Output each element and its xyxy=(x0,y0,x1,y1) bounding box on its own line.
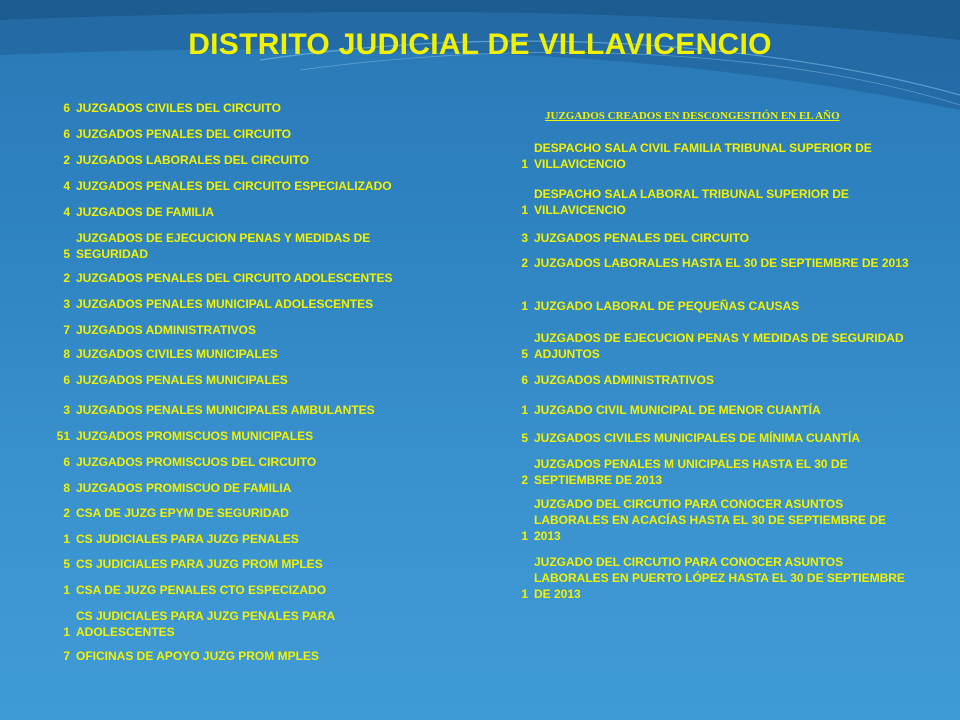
item-label: JUZGADOS DE EJECUCION PENAS Y MEDIDAS DE SEGURIDAD ADJUNTOS xyxy=(534,331,904,361)
item-count: 6 xyxy=(63,101,70,115)
list-item xyxy=(0,456,914,488)
item-label: CS JUDICIALES PARA JUZG PROM MPLES xyxy=(76,557,323,571)
item-label: JUZGADO DEL CIRCUTIO PARA CONOCER ASUNTOS LABORALES EN ACACÍAS HASTA EL 30 DE SEPTIEMBRE DE 2013 xyxy=(534,497,887,543)
item-label: JUZGADOS LABORALES DEL CIRCUITO xyxy=(76,153,309,167)
item-count: 3 xyxy=(521,231,528,245)
item-label: JUZGADO DEL CIRCUTIO PARA CONOCER ASUNTOS LABORALES EN PUERTO LÓPEZ HASTA EL 30 DE SEPTIEMBRE DE 2013 xyxy=(534,555,905,601)
item-label: OFICINAS DE APOYO JUZG PROM MPLES xyxy=(76,649,319,663)
item-count: 1 xyxy=(63,583,70,597)
item-count: 8 xyxy=(63,481,70,495)
item-count: 3 xyxy=(63,403,70,417)
list-item xyxy=(0,648,426,664)
item-count: 2 xyxy=(63,153,70,167)
item-label: DESPACHO SALA LABORAL TRIBUNAL SUPERIOR DE VILLAVICENCIO xyxy=(534,187,849,217)
item-label: JUZGADOS PENALES MUNICIPALES xyxy=(76,373,288,387)
item-label: JUZGADOS CIVILES DEL CIRCUITO xyxy=(76,101,281,115)
list-item xyxy=(0,430,914,446)
list-item xyxy=(0,496,914,544)
item-count: 6 xyxy=(63,127,70,141)
item-count: 8 xyxy=(63,347,70,361)
item-label: JUZGADOS LABORALES HASTA EL 30 DE SEPTIEMBRE DE 2013 xyxy=(534,256,909,270)
item-count: 51 xyxy=(56,429,70,443)
item-label: JUZGADOS CIVILES MUNICIPALES DE MÍNIMA CUANTÍA xyxy=(534,431,861,445)
right-list-header: JUZGADOS CREADOS EN DESCONGESTIÓN EN EL AÑO xyxy=(545,110,840,122)
list-item xyxy=(0,140,914,172)
item-label: JUZGADOS PENALES MUNICIPALES AMBULANTES xyxy=(76,403,375,417)
item-count: 2 xyxy=(63,271,70,285)
item-label: JUZGADO CIVIL MUNICIPAL DE MENOR CUANTÍA xyxy=(534,403,821,417)
item-label: CSA DE JUZG EPYM DE SEGURIDAD xyxy=(76,506,289,520)
item-count: 7 xyxy=(63,323,70,337)
item-label: JUZGADOS ADMINISTRATIVOS xyxy=(534,373,715,387)
item-label: JUZGADOS PENALES DEL CIRCUITO ESPECIALIZADO xyxy=(76,179,392,193)
item-label: CS JUDICIALES PARA JUZG PENALES xyxy=(76,532,299,546)
item-label: JUZGADOS ADMINISTRATIVOS xyxy=(76,323,257,337)
item-count: 1 xyxy=(521,157,528,171)
list-item xyxy=(0,554,914,602)
item-label: JUZGADOS PENALES MUNICIPAL ADOLESCENTES xyxy=(76,297,374,311)
list-item xyxy=(0,255,914,271)
item-count: 1 xyxy=(521,403,528,417)
item-label: CS JUDICIALES PARA JUZG PENALES PARA ADOLESCENTES xyxy=(76,609,335,639)
list-item xyxy=(0,402,914,418)
item-label: JUZGADOS PENALES DEL CIRCUITO ADOLESCENTES xyxy=(76,271,393,285)
item-count: 1 xyxy=(63,625,70,639)
item-label: DESPACHO SALA CIVIL FAMILIA TRIBUNAL SUPERIOR DE VILLAVICENCIO xyxy=(534,141,872,171)
item-label: JUZGADOS PROMISCUOS DEL CIRCUITO xyxy=(76,455,317,469)
page-title: DISTRITO JUDICIAL DE VILLAVICENCIO xyxy=(188,28,772,61)
item-label: JUZGADOS PENALES DEL CIRCUITO xyxy=(76,127,291,141)
item-count: 5 xyxy=(63,557,70,571)
item-count: 1 xyxy=(521,529,528,543)
list-item xyxy=(0,608,426,640)
item-label: CSA DE JUZG PENALES CTO ESPECIZADO xyxy=(76,583,327,597)
item-count: 2 xyxy=(521,256,528,270)
item-count: 4 xyxy=(63,179,70,193)
list-item xyxy=(0,298,914,314)
item-label: JUZGADOS PENALES M UNICIPALES HASTA EL 30 DE SEPTIEMBRE DE 2013 xyxy=(534,457,848,487)
item-count: 7 xyxy=(63,649,70,663)
item-label: JUZGADOS PROMISCUO DE FAMILIA xyxy=(76,481,292,495)
list-item xyxy=(0,372,914,388)
item-count: 6 xyxy=(521,373,528,387)
item-count: 2 xyxy=(63,506,70,520)
item-label: JUZGADOS PENALES DEL CIRCUITO xyxy=(534,231,749,245)
item-label: JUZGADOS CIVILES MUNICIPALES xyxy=(76,347,278,361)
item-count: 5 xyxy=(521,347,528,361)
list-item xyxy=(0,186,914,218)
item-count: 2 xyxy=(521,473,528,487)
item-count: 1 xyxy=(63,532,70,546)
list-item xyxy=(0,100,426,116)
list-item xyxy=(0,270,426,286)
item-count: 1 xyxy=(521,203,528,217)
list-item xyxy=(0,230,914,246)
list-item xyxy=(0,330,914,362)
item-count: 5 xyxy=(521,431,528,445)
item-count: 3 xyxy=(63,297,70,311)
item-count: 1 xyxy=(521,587,528,601)
item-label: JUZGADOS DE FAMILIA xyxy=(76,205,215,219)
item-count: 5 xyxy=(63,247,70,261)
item-count: 6 xyxy=(63,455,70,469)
item-label: JUZGADO LABORAL DE PEQUEÑAS CAUSAS xyxy=(534,299,800,313)
item-count: 6 xyxy=(63,373,70,387)
item-label: JUZGADOS PROMISCUOS MUNICIPALES xyxy=(76,429,314,443)
item-label: JUZGADOS DE EJECUCION PENAS Y MEDIDAS DE SEGURIDAD xyxy=(76,231,371,261)
item-count: 1 xyxy=(521,299,528,313)
item-count: 4 xyxy=(63,205,70,219)
